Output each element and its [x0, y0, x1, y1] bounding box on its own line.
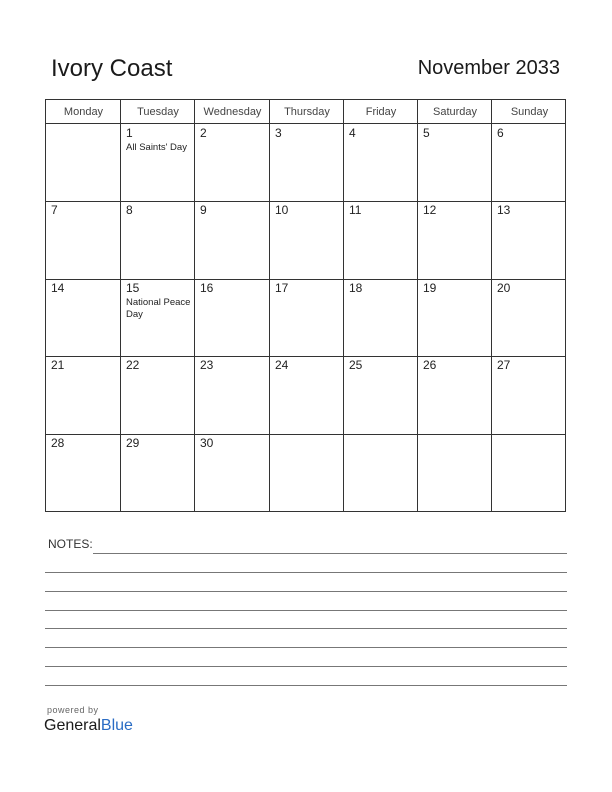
day-cell — [270, 201, 344, 279]
day-number: 3 — [275, 126, 282, 140]
day-cell — [418, 124, 492, 201]
day-cell — [418, 356, 492, 434]
day-number: 8 — [126, 203, 133, 217]
day-number: 20 — [497, 281, 511, 295]
notes-label: NOTES: — [48, 537, 93, 551]
calendar-grid — [45, 99, 566, 512]
weekday-friday: Friday — [365, 106, 397, 118]
day-number: 23 — [200, 358, 214, 372]
brand-general: General — [44, 717, 101, 734]
day-number: 30 — [200, 436, 214, 450]
day-cell — [46, 279, 121, 356]
day-cell — [344, 124, 418, 201]
day-number: 4 — [349, 126, 356, 140]
day-number: 19 — [423, 281, 437, 295]
month-year-title: November 2033 — [417, 57, 560, 79]
day-cell — [270, 124, 344, 201]
generalblue-logo — [44, 717, 133, 735]
weekday-header-row — [46, 100, 565, 124]
day-cell — [344, 356, 418, 434]
day-number: 5 — [423, 126, 430, 140]
notes-line — [45, 685, 567, 686]
weekday-wednesday: Wednesday — [203, 106, 262, 118]
day-number: 14 — [51, 281, 65, 295]
day-number: 25 — [349, 358, 363, 372]
day-number: 13 — [497, 203, 511, 217]
notes-line — [45, 647, 567, 648]
day-number: 18 — [349, 281, 363, 295]
weekday-sunday: Sunday — [510, 106, 549, 118]
weekday-saturday: Saturday — [432, 106, 478, 118]
day-cell — [418, 434, 492, 512]
day-cell — [492, 201, 567, 279]
day-cell — [344, 279, 418, 356]
day-cell — [492, 124, 567, 201]
holiday-label: All Saints' Day — [126, 142, 187, 153]
brand-blue: Blue — [100, 717, 133, 734]
holiday-label: National Peace Day — [126, 297, 191, 320]
day-cell — [270, 356, 344, 434]
day-number: 2 — [200, 126, 207, 140]
day-number: 22 — [126, 358, 140, 372]
day-number: 28 — [51, 436, 65, 450]
day-cell — [121, 124, 195, 201]
day-cell — [270, 279, 344, 356]
day-cell — [121, 201, 195, 279]
notes-line — [45, 666, 567, 667]
notes-line — [45, 610, 567, 611]
day-cell — [195, 434, 270, 512]
day-cell — [46, 356, 121, 434]
day-cell — [418, 201, 492, 279]
day-number: 29 — [126, 436, 140, 450]
country-title: Ivory Coast — [51, 55, 173, 82]
day-number: 10 — [275, 203, 289, 217]
day-number: 7 — [51, 203, 58, 217]
weekday-tuesday: Tuesday — [137, 106, 179, 118]
day-number: 17 — [275, 281, 289, 295]
day-cell — [46, 124, 121, 201]
day-cell — [195, 124, 270, 201]
weekday-thursday: Thursday — [284, 106, 330, 118]
day-cell — [121, 279, 195, 356]
day-number: 26 — [423, 358, 437, 372]
day-cell — [344, 434, 418, 512]
notes-line — [45, 591, 567, 592]
day-cell — [492, 434, 567, 512]
day-cell — [195, 279, 270, 356]
day-cell — [46, 201, 121, 279]
day-number: 16 — [200, 281, 214, 295]
day-cell — [195, 356, 270, 434]
day-cell — [344, 201, 418, 279]
day-number: 21 — [51, 358, 65, 372]
day-number: 9 — [200, 203, 207, 217]
notes-line — [45, 628, 567, 629]
notes-line — [93, 553, 567, 554]
day-cell — [492, 279, 567, 356]
day-number: 11 — [349, 203, 362, 217]
day-number: 27 — [497, 358, 511, 372]
day-number: 24 — [275, 358, 289, 372]
day-cell — [195, 201, 270, 279]
notes-line — [45, 572, 567, 573]
weekday-monday: Monday — [63, 106, 104, 118]
day-cell — [121, 356, 195, 434]
day-number: 15 — [126, 281, 140, 295]
day-number: 6 — [497, 126, 504, 140]
day-cell — [418, 279, 492, 356]
day-number: 12 — [423, 203, 437, 217]
day-cell — [270, 434, 344, 512]
powered-by-text: powered by — [47, 705, 99, 715]
day-number: 1 — [126, 126, 133, 140]
day-cell — [492, 356, 567, 434]
day-cell — [46, 434, 121, 512]
day-cell — [121, 434, 195, 512]
